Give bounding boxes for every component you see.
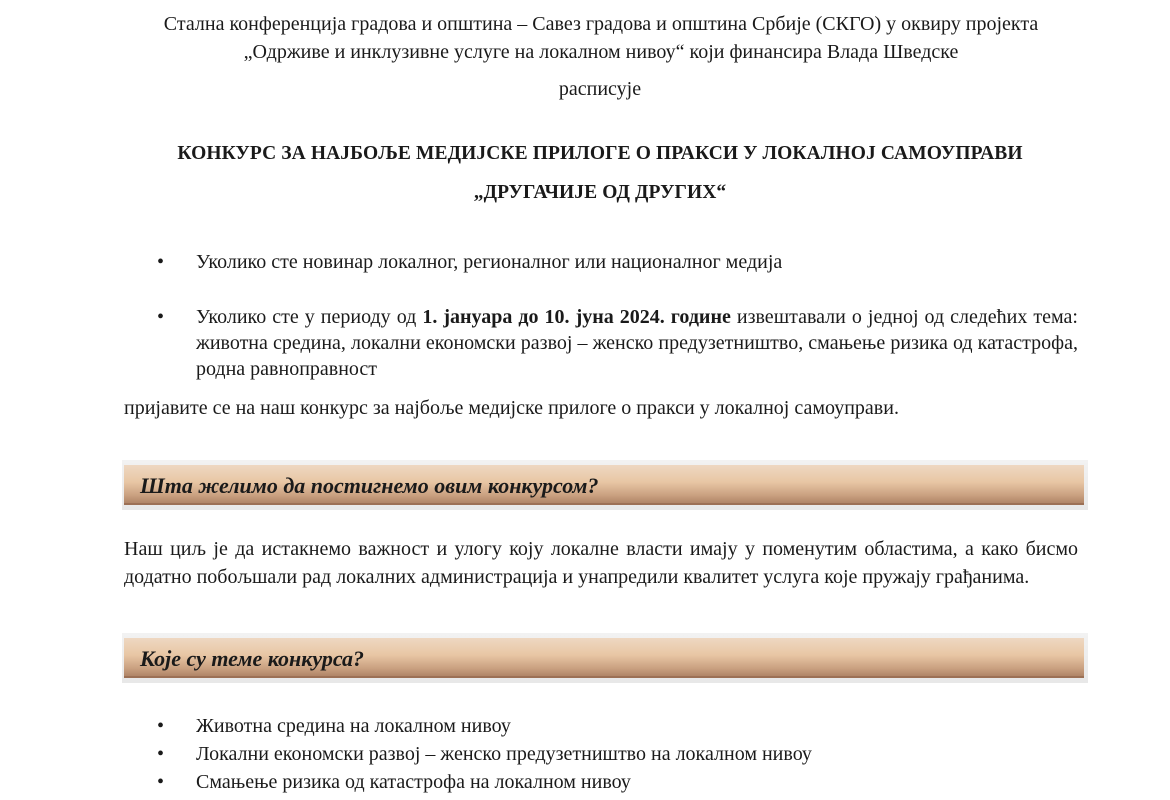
list-item-text: извештавали о једној од следећих тема: животна средина, локални економски развој – женско предузетништво, смањење ризика од катастрофа, родна равноправност (196, 306, 1078, 380)
eligibility-list (124, 251, 1078, 382)
contest-title: КОНКУРС ЗА НАЈБОЉЕ МЕДИЈСКЕ ПРИЛОГЕ О ПРАКСИ У ЛОКАЛНОЈ САМОУПРАВИ (177, 143, 1023, 164)
list-item: • Смањење ризика од катастрофа на локалном нивоу (124, 768, 1078, 796)
section-heading: Које су теме конкурса? (124, 638, 1084, 678)
announces-line: расписује (558, 78, 642, 100)
section-heading: Шта желимо да постигнемо овим конкурсом? (124, 465, 1084, 505)
list-item (124, 304, 1078, 382)
goal-paragraph: Наш циљ је да истакнемо важност и улогу коју локалне власти имају у поменутим областима, а како бисмо додатно побољшали рад локалних администрација и унапредили квалитет услуга које пружају грађанима. (124, 538, 1078, 588)
section-header-goals (122, 460, 1088, 510)
list-item: • Животна средина на локалном нивоу (124, 712, 1078, 740)
list-item: • Локални економски развој – женско предузетништво на локалном нивоу (124, 740, 1078, 768)
date-range: 1. јануара до 10. јуна 2024. године (422, 306, 731, 328)
section-header-topics (122, 633, 1088, 683)
list-item (124, 251, 1078, 273)
topics-list (124, 712, 1078, 796)
intro-paragraph: Стална конференција градова и општина – Савез градова и општина Србије (СКГО) у оквиру пројекта „Одрживе и инклузивне услуге на локалном нивоу“ који финансира Влада Шведске (163, 13, 1039, 63)
apply-call: пријавите се на наш конкурс за најбоље медијске прилоге о пракси у локалној самоуправи. (124, 397, 899, 419)
list-item-text: Уколико сте у периоду од (196, 306, 423, 328)
contest-subtitle: „ДРУГАЧИЈЕ ОД ДРУГИХ“ (473, 182, 727, 203)
list-item-text: Уколико сте новинар локалног, регионалног или националног медија (196, 251, 783, 273)
